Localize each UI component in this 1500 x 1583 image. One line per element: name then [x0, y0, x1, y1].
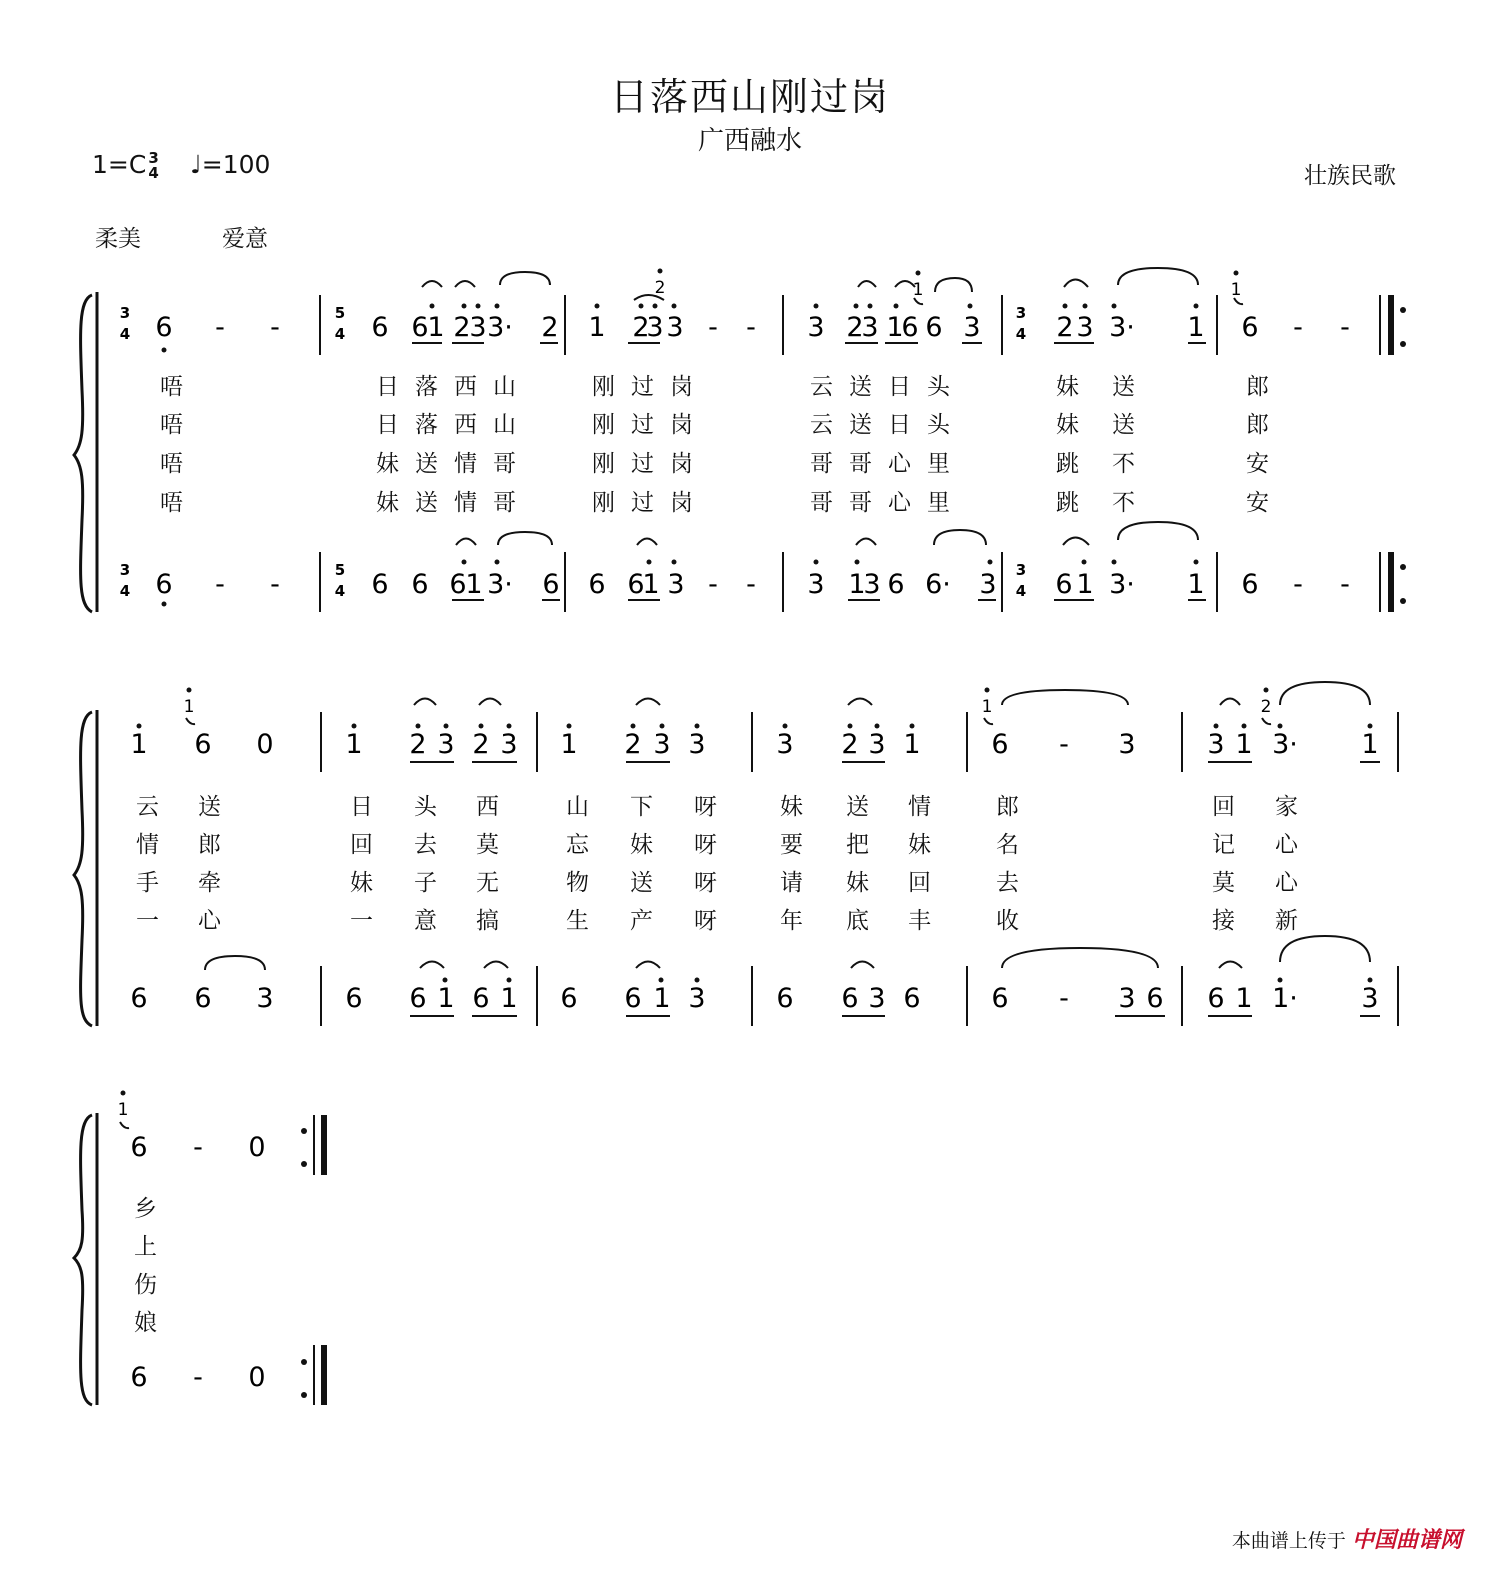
- svg-text:6: 6: [560, 983, 578, 1014]
- svg-text:4: 4: [119, 582, 131, 600]
- lyric-s1-row4: 刚过岗: [592, 490, 709, 516]
- svg-text:4: 4: [334, 582, 346, 600]
- lyric-s1-row2: 云送日头: [810, 412, 966, 438]
- lyric-s2-row3: 无: [476, 870, 499, 896]
- lyric-s2-row3: 莫: [1212, 870, 1235, 896]
- footer-credit: [1232, 1523, 1462, 1554]
- svg-text:2: 2: [1056, 312, 1074, 343]
- svg-text:1: 1: [183, 697, 195, 717]
- lyric-s2-row1: 下: [630, 794, 653, 820]
- lyric-s3-row1: 乡: [134, 1196, 157, 1222]
- lyric-s2-row4: 一: [136, 908, 159, 934]
- svg-text:6: 6: [991, 729, 1009, 760]
- lyric-s1-row2: 妹: [1056, 412, 1079, 438]
- svg-text:3: 3: [688, 983, 706, 1014]
- subtitle-region: 广西融水: [697, 126, 802, 156]
- lyric-s2-row1: 山: [566, 794, 589, 820]
- lyric-s2-row2: 情: [136, 832, 159, 858]
- lyric-s2-row1: 情: [908, 794, 931, 820]
- lyric-s1-row4: 安: [1246, 490, 1269, 516]
- svg-text:5: 5: [334, 304, 346, 322]
- lyric-s2-row4: 一: [350, 908, 373, 934]
- lyric-s2-row3: 妹: [846, 870, 869, 896]
- svg-text:2: 2: [841, 729, 859, 760]
- system2-brace: [74, 712, 92, 1026]
- svg-text:3: 3: [868, 729, 886, 760]
- svg-text:2: 2: [453, 312, 471, 343]
- lyric-s2-row3: 请: [780, 870, 803, 896]
- lyric-s2-row4: 新: [1275, 908, 1298, 934]
- svg-text:6: 6: [130, 983, 148, 1014]
- lyric-s2-row2: 心: [1275, 832, 1298, 858]
- svg-text:6: 6: [472, 983, 490, 1014]
- lyric-s1-row2: 刚过岗: [592, 412, 709, 438]
- svg-text:6: 6: [887, 569, 905, 600]
- svg-text:3·: 3·: [1272, 729, 1298, 760]
- svg-text:-: -: [1059, 729, 1069, 760]
- svg-text:1: 1: [642, 569, 660, 600]
- lyric-s2-row2: 把: [846, 832, 869, 858]
- svg-text:3: 3: [469, 312, 487, 343]
- lyric-s2-row4: 呀: [694, 908, 717, 934]
- svg-text:3: 3: [688, 729, 706, 760]
- svg-text:0: 0: [256, 729, 274, 760]
- svg-text:6: 6: [776, 983, 794, 1014]
- svg-text:-: -: [193, 1132, 203, 1163]
- lyric-s1-row1: 唔: [160, 374, 183, 400]
- lyric-s1-row1: 送: [1112, 374, 1135, 400]
- lyric-s2-row1: 郎: [996, 794, 1019, 820]
- svg-text:1: 1: [117, 1100, 129, 1120]
- page-title: 日落西山刚过岗: [609, 75, 890, 119]
- svg-text:1·: 1·: [1272, 983, 1298, 1014]
- svg-text:6: 6: [1207, 983, 1225, 1014]
- lyric-s2-row3: 呀: [694, 870, 717, 896]
- lyric-s2-row2: 呀: [694, 832, 717, 858]
- lyric-s2-row4: 心: [198, 908, 221, 934]
- svg-text:-: -: [746, 569, 756, 600]
- lyric-s2-row1: 回: [1212, 794, 1235, 820]
- lyric-s2-row1: 妹: [780, 794, 803, 820]
- lyric-s1-row4: 唔: [160, 490, 183, 516]
- svg-text:6: 6: [903, 983, 921, 1014]
- svg-text:6: 6: [1241, 312, 1259, 343]
- svg-text:3: 3: [807, 569, 825, 600]
- lyric-s1-row3: 唔: [160, 451, 183, 477]
- lyric-s1-row2: 日落西山: [376, 412, 532, 438]
- svg-text:1: 1: [1076, 569, 1094, 600]
- svg-text:-: -: [1059, 983, 1069, 1014]
- svg-text:3: 3: [963, 312, 981, 343]
- lyric-s1-row2: 送: [1112, 412, 1135, 438]
- svg-text:3: 3: [1118, 729, 1136, 760]
- lyric-s2-row1: 呀: [694, 794, 717, 820]
- lyric-s2-row2: 妹: [908, 832, 931, 858]
- lyric-s2-row4: 搞: [476, 908, 499, 934]
- svg-text:6: 6: [345, 983, 363, 1014]
- svg-text:3: 3: [119, 304, 131, 322]
- svg-text:1: 1: [1230, 280, 1242, 300]
- svg-text:3: 3: [1015, 561, 1027, 579]
- lyric-s1-row4: 不: [1112, 490, 1135, 516]
- lyric-s2-row2: 郎: [198, 832, 221, 858]
- svg-text:1: 1: [1187, 312, 1205, 343]
- svg-text:3: 3: [256, 983, 274, 1014]
- lyric-s2-row1: 西: [476, 794, 499, 820]
- svg-text:6: 6: [449, 569, 467, 600]
- svg-text:6: 6: [542, 569, 560, 600]
- lyric-s1-row4: 哥哥心里: [810, 490, 966, 516]
- svg-text:3: 3: [1015, 304, 1027, 322]
- svg-text:3·: 3·: [1109, 312, 1135, 343]
- svg-text:1: 1: [653, 983, 671, 1014]
- svg-text:3: 3: [666, 312, 684, 343]
- lyric-s1-row3: 安: [1246, 451, 1269, 477]
- lyric-s1-row3: 跳: [1056, 451, 1079, 477]
- lyric-s2-row3: 子: [414, 870, 437, 896]
- svg-text:1: 1: [1361, 729, 1379, 760]
- tempo-value: =100: [201, 150, 271, 179]
- lyric-s2-row2: 记: [1212, 832, 1235, 858]
- svg-text:1: 1: [588, 312, 606, 343]
- svg-text:6: 6: [627, 569, 645, 600]
- lyric-s1-row3: 刚过岗: [592, 451, 709, 477]
- svg-text:3: 3: [863, 569, 881, 600]
- system1-brace: [74, 295, 92, 612]
- svg-text:-: -: [1340, 312, 1350, 343]
- lyric-s2-row4: 底: [846, 908, 869, 934]
- svg-text:3: 3: [861, 312, 879, 343]
- quarter-note-icon: ♩: [190, 150, 202, 179]
- svg-text:-: -: [708, 569, 718, 600]
- svg-text:-: -: [708, 312, 718, 343]
- lyric-s2-row2: 回: [350, 832, 373, 858]
- lyric-s2-row3: 去: [996, 870, 1019, 896]
- svg-text:-: -: [215, 312, 225, 343]
- svg-text:3: 3: [1361, 983, 1379, 1014]
- svg-text:6: 6: [409, 983, 427, 1014]
- svg-text:3: 3: [1076, 312, 1094, 343]
- system3-brace: [74, 1115, 92, 1405]
- lyric-s2-row2: 去: [414, 832, 437, 858]
- lyric-s2-row4: 接: [1212, 908, 1235, 934]
- lyric-s2-row1: 日: [350, 794, 373, 820]
- svg-text:6: 6: [1146, 983, 1164, 1014]
- lyric-s2-row1: 送: [846, 794, 869, 820]
- svg-text:-: -: [1293, 569, 1303, 600]
- svg-text:6: 6: [130, 1132, 148, 1163]
- svg-text:1: 1: [848, 569, 866, 600]
- lyric-s1-row4: 跳: [1056, 490, 1079, 516]
- svg-text:3: 3: [807, 312, 825, 343]
- svg-text:3: 3: [868, 983, 886, 1014]
- svg-text:-: -: [193, 1362, 203, 1393]
- svg-text:3·: 3·: [1109, 569, 1135, 600]
- lyric-s2-row2: 名: [996, 832, 1019, 858]
- lyric-s2-row4: 生: [566, 908, 589, 934]
- lyric-s2-row4: 意: [414, 908, 437, 934]
- meter-top: 3: [148, 149, 159, 167]
- svg-text:6: 6: [991, 983, 1009, 1014]
- lyric-s2-row2: 忘: [566, 832, 589, 858]
- lyric-s2-row2: 妹: [630, 832, 653, 858]
- lyric-s2-row1: 头: [414, 794, 437, 820]
- lyric-s3-row3: 伤: [134, 1272, 157, 1298]
- svg-text:6: 6: [925, 312, 943, 343]
- svg-text:6: 6: [371, 569, 389, 600]
- svg-text:2: 2: [632, 312, 650, 343]
- meter-bottom: 4: [148, 164, 159, 182]
- key-label: 1=C: [92, 150, 147, 179]
- svg-text:3: 3: [776, 729, 794, 760]
- svg-text:6·: 6·: [925, 569, 951, 600]
- lyric-s2-row3: 手: [136, 870, 159, 896]
- svg-text:1: 1: [345, 729, 363, 760]
- svg-text:6: 6: [155, 569, 173, 600]
- svg-text:1: 1: [903, 729, 921, 760]
- svg-text:2: 2: [409, 729, 427, 760]
- lyric-s2-row3: 妹: [350, 870, 373, 896]
- svg-text:1: 1: [1235, 729, 1253, 760]
- svg-text:3·: 3·: [487, 569, 513, 600]
- lyric-s1-row4: 妹送情哥: [376, 490, 532, 516]
- svg-text:6: 6: [194, 983, 212, 1014]
- svg-text:2: 2: [624, 729, 642, 760]
- svg-text:1: 1: [560, 729, 578, 760]
- svg-text:1: 1: [886, 312, 904, 343]
- svg-text:-: -: [1293, 312, 1303, 343]
- lyric-s2-row3: 牵: [198, 870, 221, 896]
- svg-text:6: 6: [1241, 569, 1259, 600]
- svg-text:0: 0: [248, 1362, 266, 1393]
- svg-text:3: 3: [667, 569, 685, 600]
- svg-text:6: 6: [901, 312, 919, 343]
- expression-marking-2: 爱意: [222, 226, 268, 252]
- svg-text:4: 4: [334, 325, 346, 343]
- svg-text:0: 0: [248, 1132, 266, 1163]
- svg-text:3: 3: [1207, 729, 1225, 760]
- composer-label: 壮族民歌: [1304, 163, 1396, 189]
- lyric-s2-row1: 云: [136, 794, 159, 820]
- svg-text:6: 6: [130, 1362, 148, 1393]
- svg-text:2: 2: [846, 312, 864, 343]
- lyric-s1-row3: 哥哥心里: [810, 451, 966, 477]
- svg-text:6: 6: [841, 983, 859, 1014]
- svg-text:1: 1: [1235, 983, 1253, 1014]
- svg-text:6: 6: [194, 729, 212, 760]
- lyric-s2-row2: 莫: [476, 832, 499, 858]
- svg-text:1: 1: [427, 312, 445, 343]
- lyric-s3-row4: 娘: [134, 1310, 157, 1336]
- site-logo: 中国曲谱网: [1351, 1528, 1462, 1553]
- lyric-s2-row1: 家: [1275, 794, 1298, 820]
- lyric-s2-row2: 要: [780, 832, 803, 858]
- svg-text:6: 6: [155, 312, 173, 343]
- svg-text:-: -: [270, 312, 280, 343]
- lyric-s1-row2: 郎: [1246, 412, 1269, 438]
- svg-text:3·: 3·: [487, 312, 513, 343]
- lyric-s2-row4: 丰: [908, 908, 931, 934]
- svg-text:2: 2: [541, 312, 559, 343]
- svg-text:6: 6: [624, 983, 642, 1014]
- svg-text:5: 5: [334, 561, 346, 579]
- svg-text:1: 1: [912, 280, 924, 300]
- svg-text:3: 3: [437, 729, 455, 760]
- lyric-s1-row3: 妹送情哥: [376, 451, 532, 477]
- svg-text:3: 3: [979, 569, 997, 600]
- svg-text:6: 6: [411, 312, 429, 343]
- svg-text:1: 1: [500, 983, 518, 1014]
- svg-text:-: -: [1340, 569, 1350, 600]
- svg-text:1: 1: [981, 697, 993, 717]
- lyric-s1-row1: 云送日头: [810, 374, 966, 400]
- svg-text:-: -: [215, 569, 225, 600]
- svg-text:1: 1: [130, 729, 148, 760]
- lyric-s2-row1: 送: [198, 794, 221, 820]
- expression-marking-1: 柔美: [95, 226, 141, 252]
- svg-text:3: 3: [646, 312, 664, 343]
- svg-text:3: 3: [119, 561, 131, 579]
- lyric-s2-row4: 年: [780, 908, 803, 934]
- svg-text:-: -: [270, 569, 280, 600]
- lyric-s2-row3: 心: [1275, 870, 1298, 896]
- lyric-s1-row3: 不: [1112, 451, 1135, 477]
- svg-text:2: 2: [654, 278, 666, 298]
- lyric-s2-row3: 物: [566, 870, 589, 896]
- svg-text:6: 6: [371, 312, 389, 343]
- svg-text:-: -: [746, 312, 756, 343]
- upload-text: 本曲谱上传于: [1231, 1530, 1346, 1552]
- svg-text:3: 3: [653, 729, 671, 760]
- svg-text:1: 1: [465, 569, 483, 600]
- svg-text:4: 4: [119, 325, 131, 343]
- lyric-s1-row1: 刚过岗: [592, 374, 709, 400]
- svg-text:3: 3: [500, 729, 518, 760]
- lyric-s2-row4: 产: [630, 908, 653, 934]
- lyric-s1-row1: 妹: [1056, 374, 1079, 400]
- svg-text:3: 3: [1118, 983, 1136, 1014]
- lyric-s2-row3: 送: [630, 870, 653, 896]
- lyric-s2-row4: 收: [996, 908, 1019, 934]
- lyric-s1-row1: 郎: [1246, 374, 1269, 400]
- svg-text:6: 6: [1055, 569, 1073, 600]
- svg-text:1: 1: [1187, 569, 1205, 600]
- svg-text:6: 6: [411, 569, 429, 600]
- svg-text:4: 4: [1015, 325, 1027, 343]
- lyric-s3-row2: 上: [134, 1234, 157, 1260]
- svg-text:4: 4: [1015, 582, 1027, 600]
- lyric-s1-row2: 唔: [160, 412, 183, 438]
- svg-text:6: 6: [588, 569, 606, 600]
- lyric-s2-row3: 回: [908, 870, 931, 896]
- svg-text:2: 2: [472, 729, 490, 760]
- lyric-s1-row1: 日落西山: [376, 374, 532, 400]
- svg-text:1: 1: [437, 983, 455, 1014]
- svg-text:2: 2: [1260, 697, 1272, 717]
